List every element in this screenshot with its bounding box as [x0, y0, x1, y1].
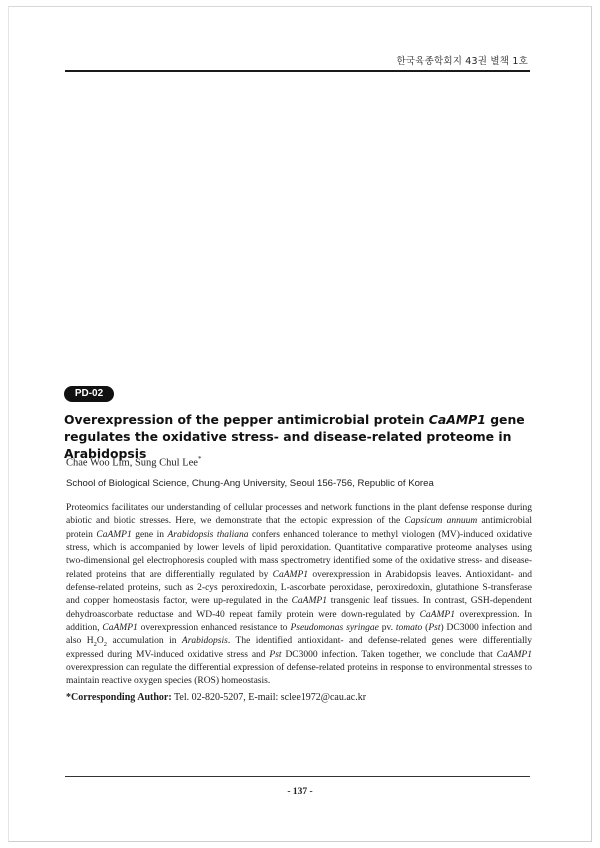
pathovar-name: tomato: [395, 623, 423, 634]
abstract-text: pv.: [378, 623, 396, 634]
corresponding-author: [66, 692, 366, 703]
abstract-text: DC3000 infection. Taken together, we conclude that: [281, 649, 497, 660]
footer-rule: [65, 776, 530, 777]
gene-name: CaAMP1: [291, 596, 327, 607]
authors-text: Chae Woo Lim, Sung Chul Lee: [66, 457, 198, 469]
species-name: Pseudomonas syringae: [290, 623, 379, 634]
abstract-text: overexpression. In addition,: [66, 609, 532, 634]
header-rule: [65, 70, 530, 72]
article-code-badge: PD-02: [64, 386, 114, 402]
abstract-text: . The identified antioxidant- and defense-related genes were differentially expressed during MV-induced oxidative stress and: [66, 636, 532, 660]
gene-name: CaAMP1: [496, 649, 532, 660]
corresponding-mark: *: [197, 455, 202, 463]
contact-details: Tel. 02-820-5207, E-mail: sclee1972@cau.ac.kr: [171, 692, 367, 703]
gene-name: CaAMP1: [272, 569, 309, 580]
gene-name: CaAMP1: [419, 609, 455, 620]
abstract-text: accumulation in: [107, 636, 182, 647]
species-name: Arabidopsis thaliana: [167, 529, 249, 540]
abstract-text: ) DC3000 infection and also H: [66, 623, 533, 647]
abstract-text: confers enhanced tolerance to methyl viologen (MV)-induced oxidative stress, which is accompanied by lower levels of lipid peroxidation. Quantitative comparative proteome analyses using two-dimensional gel electrophoresis coupled with mass spectrometry identified some of the oxidative stress- and disease-related proteins that are differentially regulated by: [66, 529, 533, 580]
abstract-text: gene in: [131, 529, 168, 540]
gene-name: CaAMP1: [102, 623, 138, 634]
abstract-text: (: [422, 623, 429, 634]
abstract-text: overexpression in Arabidopsis leaves. Antioxidant- and defense-related proteins, such as 2-cys peroxiredoxin, L-ascorbate peroxidase, peroxiredoxin, glutathione S-transferase and copper homeostasis factor, were up-regulated in the: [66, 569, 532, 607]
abstract-body: [66, 502, 532, 689]
title-part-2: gene regulates the oxidative stress- and disease-related proteome in Arabidopsis: [64, 412, 525, 461]
gene-name: CaAMP1: [96, 529, 132, 540]
species-name: Arabidopsis: [181, 636, 228, 647]
author-list: [66, 455, 201, 469]
title-part-1: Overexpression of the pepper antimicrobial protein: [64, 412, 429, 427]
author-affiliation: School of Biological Science, Chung-Ang University, Seoul 156-756, Republic of Korea: [66, 478, 434, 489]
subscript: 2: [103, 641, 107, 649]
abstract-text: overexpression can regulate the differential expression of defense-related proteins in response to environmental stresses to maintain reactive oxygen species (ROS) homeostasis.: [66, 663, 532, 687]
page-number: - 137 -: [287, 787, 313, 797]
abstract-text: O: [96, 636, 104, 647]
species-name: Capsicum annuum: [404, 516, 478, 527]
journal-header: 한국육종학회지 43권 별책 1호: [396, 56, 528, 67]
abstract-text: transgenic leaf tissues. In contrast, GSH-dependent dehydroascorbate reductase and WD-40 repeat family protein were down-regulated by: [66, 596, 532, 620]
strain-abbreviation: Pst: [269, 649, 282, 660]
abstract-text: antimicrobial protein: [66, 516, 532, 540]
corresponding-label: *Corresponding Author:: [66, 692, 172, 703]
strain-abbreviation: Pst: [428, 623, 441, 634]
abstract-text: overexpression enhanced resistance to: [137, 623, 291, 634]
title-gene-name: CaAMP1: [428, 412, 486, 427]
subscript: 2: [93, 641, 97, 649]
abstract-text: Proteomics facilitates our understanding of cellular processes and network functions in the plant defense response during abiotic and biotic stresses. Here, we demonstrate that the ectopic expression of the: [66, 503, 532, 527]
